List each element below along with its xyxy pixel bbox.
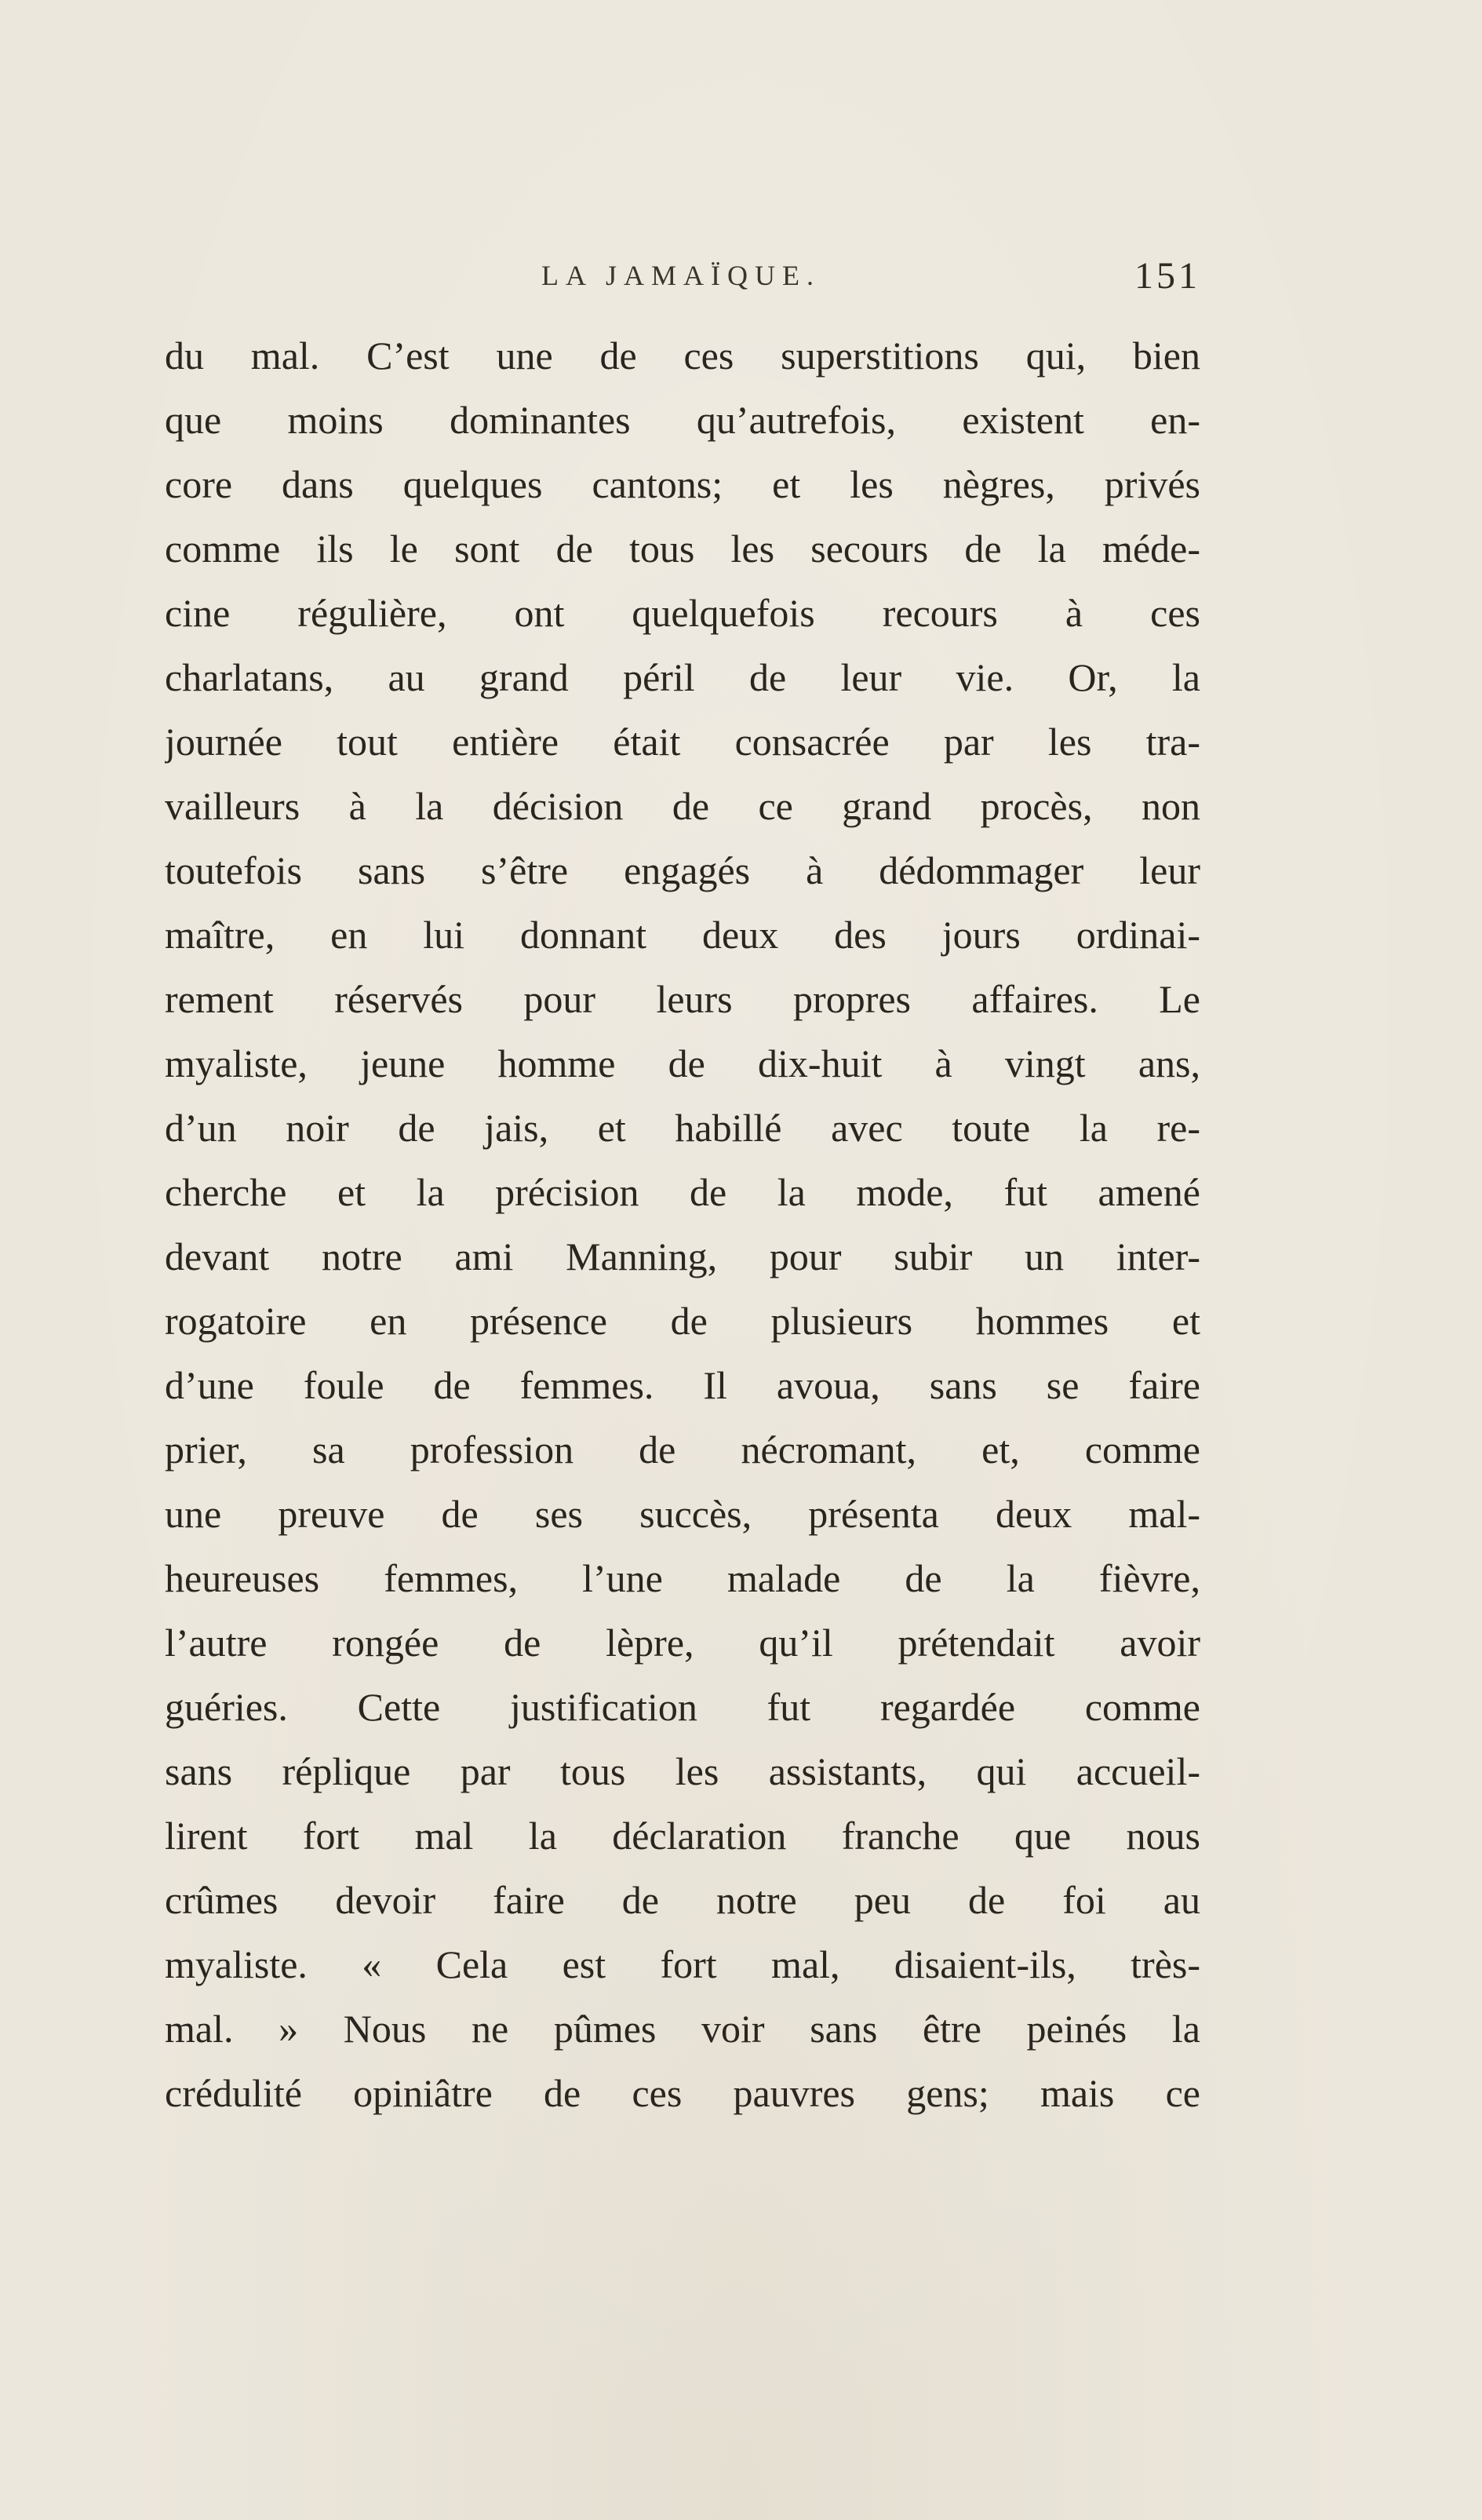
text-line: lirent fort mal la déclaration franche que nous (165, 1814, 1200, 1858)
text-line: vailleurs à la décision de ce grand procès, non (165, 784, 1200, 828)
text-line: cherche et la précision de la mode, fut amené (165, 1170, 1200, 1214)
text-line: crûmes devoir faire de notre peu de foi au (165, 1878, 1200, 1922)
text-line: charlatans, au grand péril de leur vie. Or, la (165, 655, 1200, 699)
text-line: maître, en lui donnant deux des jours ordinai- (165, 913, 1200, 957)
text-line: mal. » Nous ne pûmes voir sans être peinés la (165, 2007, 1200, 2051)
text-line: heureuses femmes, l’une malade de la fièvre, (165, 1556, 1200, 1600)
text-line: guéries. Cette justification fut regardée comme (165, 1685, 1200, 1729)
text-line: du mal. C’est une de ces superstitions qui, bien (165, 334, 1200, 377)
text-line: rement réservés pour leurs propres affaires. Le (165, 977, 1200, 1021)
text-line: une preuve de ses succès, présenta deux mal- (165, 1492, 1200, 1536)
text-line: d’une foule de femmes. Il avoua, sans se faire (165, 1363, 1200, 1407)
running-head (165, 255, 1200, 306)
body-text (165, 323, 1200, 2125)
text-line: myaliste, jeune homme de dix-huit à vingt ans, (165, 1041, 1200, 1085)
text-line: l’autre rongée de lèpre, qu’il prétendait avoir (165, 1621, 1200, 1665)
running-title: LA JAMAÏQUE. (541, 260, 821, 291)
page-number: 151 (1134, 255, 1200, 297)
text-line: rogatoire en présence de plusieurs hommes et (165, 1299, 1200, 1343)
text-line: toutefois sans s’être engagés à dédommager leur (165, 848, 1200, 892)
text-line: core dans quelques cantons; et les nègres, privés (165, 462, 1200, 506)
text-line: myaliste. « Cela est fort mal, disaient-ils, très- (165, 1942, 1200, 1986)
text-line: prier, sa profession de nécromant, et, comme (165, 1428, 1200, 1472)
text-line: cine régulière, ont quelquefois recours à ces (165, 591, 1200, 635)
text-line: crédulité opiniâtre de ces pauvres gens; mais ce (165, 2071, 1200, 2115)
text-line: que moins dominantes qu’autrefois, existent en- (165, 398, 1200, 442)
text-line: d’un noir de jais, et habillé avec toute la re- (165, 1106, 1200, 1150)
text-line: devant notre ami Manning, pour subir un inter- (165, 1234, 1200, 1278)
text-line: comme ils le sont de tous les secours de la méde- (165, 527, 1200, 571)
text-line: sans réplique par tous les assistants, qui accueil- (165, 1749, 1200, 1793)
text-line: journée tout entière était consacrée par les tra- (165, 720, 1200, 764)
